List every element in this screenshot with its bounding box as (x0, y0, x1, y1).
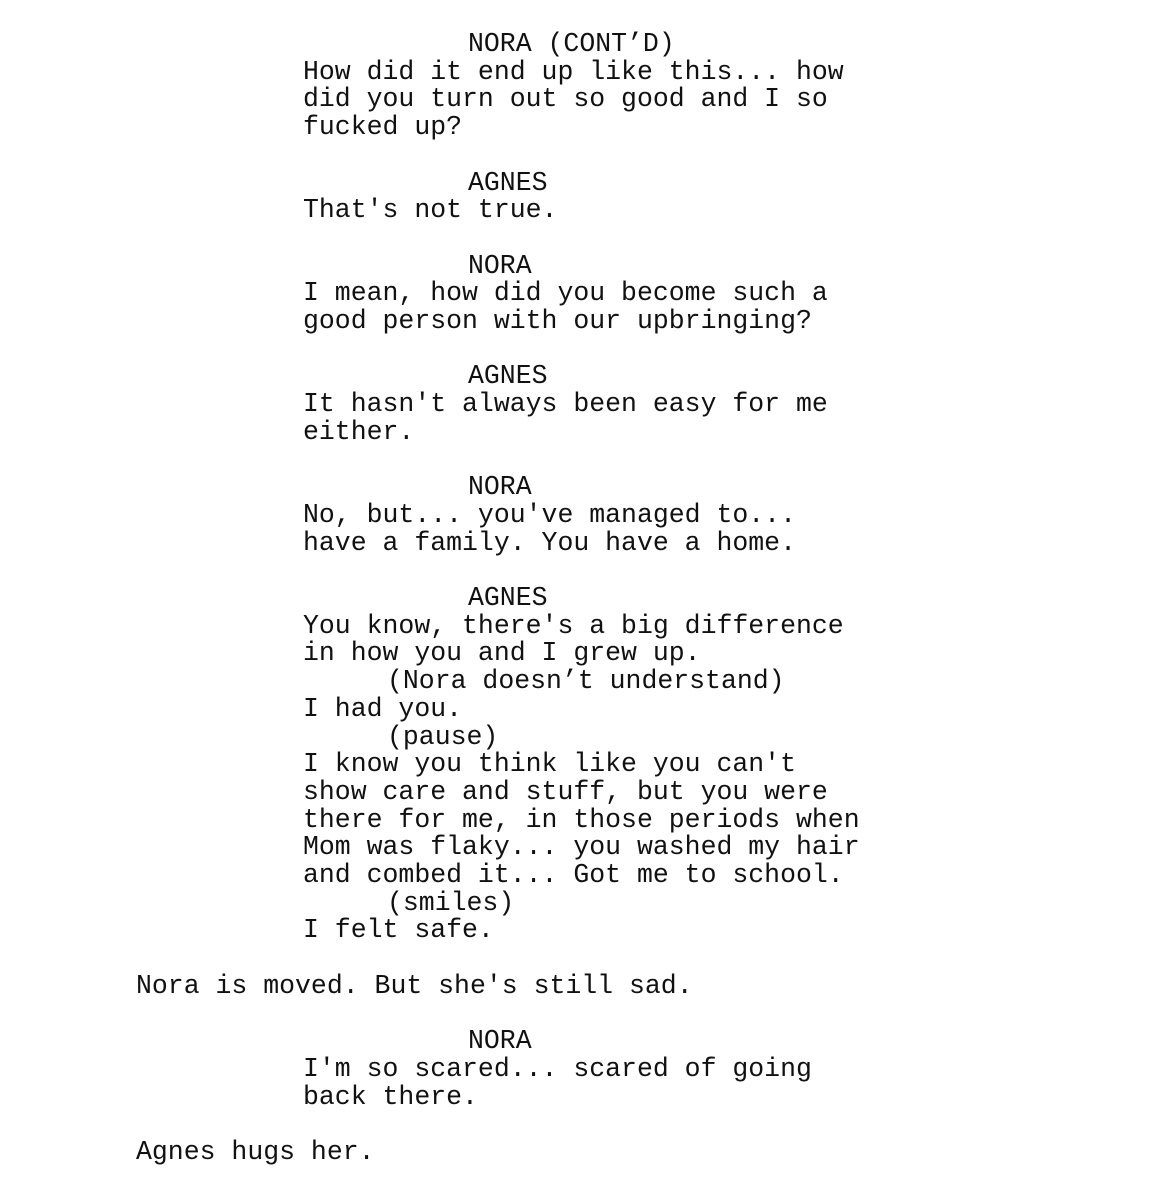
dialogue-line: show care and stuff, but you were (303, 776, 828, 807)
dialogue-line: I know you think like you can't (303, 749, 796, 780)
character-cue: NORA (468, 1026, 532, 1057)
blank-line (0, 225, 1170, 253)
dialogue-line: there for me, in those periods when (303, 804, 860, 835)
character-cue: AGNES (468, 361, 548, 392)
blank-line (0, 1001, 1170, 1029)
parenthetical: (Nora doesn’t understand) (387, 666, 785, 697)
dialogue-line: back there. (303, 1081, 478, 1112)
dialogue-line: No, but... you've managed to... (303, 499, 796, 530)
blank-line (0, 557, 1170, 585)
parenthetical: (smiles) (387, 887, 515, 918)
dialogue-line: Mom was flaky... you washed my hair (303, 832, 860, 863)
character-cue: NORA (CONT’D) (468, 29, 675, 59)
blank-line (0, 1111, 1170, 1139)
dialogue-line: How did it end up like this... how (303, 56, 844, 87)
dialogue-line: and combed it... Got me to school. (303, 860, 844, 891)
character-cue: AGNES (468, 167, 548, 198)
dialogue-line: You know, there's a big difference (303, 610, 844, 641)
blank-line (0, 447, 1170, 475)
action-line: Nora is moved. But she's still sad. (136, 970, 693, 1001)
dialogue-line: I mean, how did you become such a (303, 278, 828, 309)
character-cue: AGNES (468, 582, 548, 613)
dialogue-line: I felt safe. (303, 915, 494, 946)
character-cue: NORA (468, 250, 532, 281)
character-cue: NORA (468, 472, 532, 503)
dialogue-line: good person with our upbringing? (303, 306, 812, 336)
action-line: Agnes hugs her. (136, 1137, 375, 1167)
dialogue-line: That's not true. (303, 195, 558, 226)
dialogue-line: I had you. (303, 693, 463, 724)
dialogue-line: fucked up? (303, 112, 463, 143)
blank-line (0, 142, 1170, 170)
dialogue-line: have a family. You have a home. (303, 527, 796, 558)
blank-line (0, 945, 1170, 973)
dialogue-line: It hasn't always been easy for me (303, 389, 828, 420)
dialogue-line: I'm so scared... scared of going (303, 1053, 812, 1084)
dialogue-line: did you turn out so good and I so (303, 84, 828, 115)
dialogue-line: either. (303, 416, 415, 447)
parenthetical: (pause) (387, 721, 499, 752)
blank-line (0, 336, 1170, 364)
dialogue-line: in how you and I grew up. (303, 638, 701, 669)
